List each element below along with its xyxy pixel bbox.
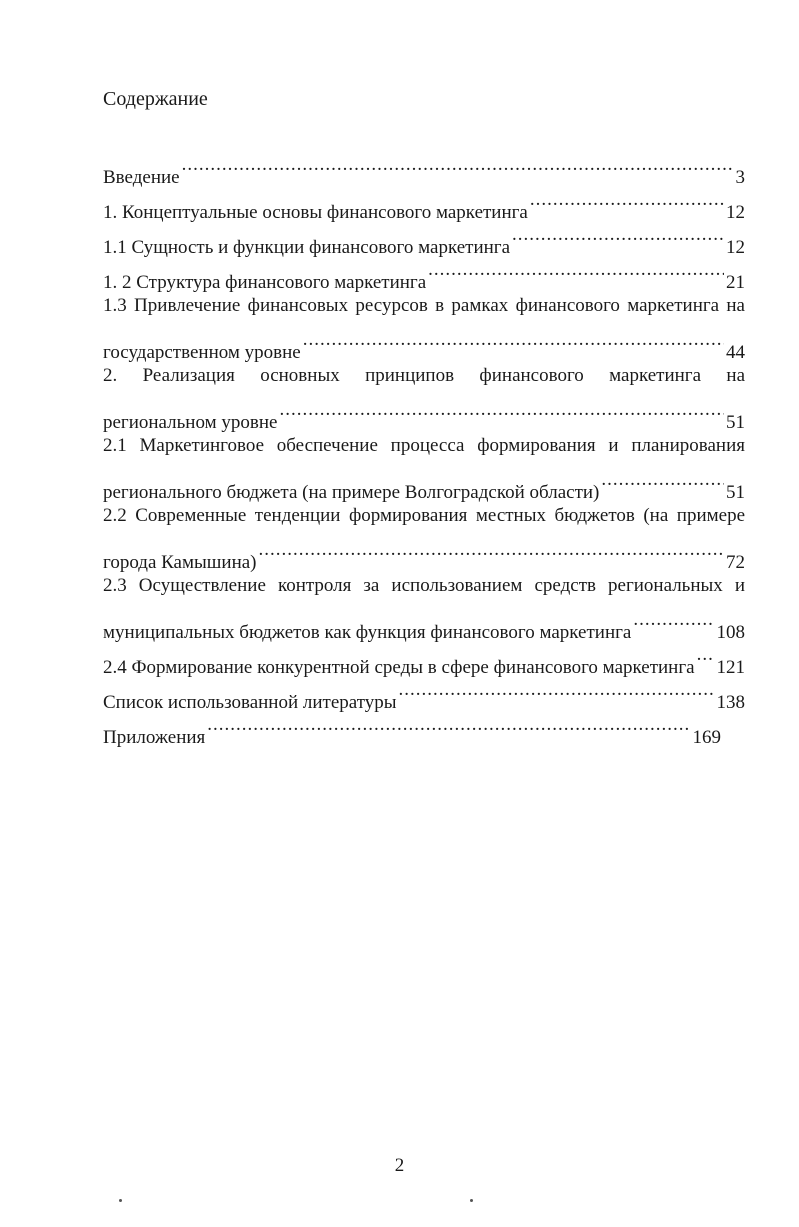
toc-entry-title: 1. Концептуальные основы финансового маркетинга (103, 202, 528, 223)
toc-entry-title: регионального бюджета (на примере Волгоградской области) (103, 482, 600, 503)
page-number: 2 (394, 1155, 405, 1176)
dot-leader (697, 638, 715, 673)
dot-leader (601, 463, 724, 498)
toc-entry-title: 1. 2 Структура финансового маркетинга (103, 272, 427, 293)
toc-entry-1-3 (103, 323, 745, 363)
dot-leader (530, 183, 724, 218)
toc-entry-2-2-line1: 2.2 Современные тенденции формирования местных бюджетов (на примере (103, 505, 745, 526)
dot-leader (279, 393, 724, 428)
toc-entry-title: города Камышина) (103, 552, 257, 573)
toc-entry-page: 108 (716, 622, 745, 643)
toc-entry-page: 3 (735, 167, 745, 188)
dot-leader (207, 708, 690, 743)
toc-entry-page: 12 (726, 202, 745, 223)
toc-entry-intro (103, 148, 745, 188)
toc-entry-page: 72 (726, 552, 745, 573)
toc-entry-page: 21 (726, 272, 745, 293)
dot-leader (428, 253, 724, 288)
toc-entry-1 (103, 183, 745, 223)
toc-entry-page: 138 (716, 692, 745, 713)
toc-entry-page: 12 (726, 237, 745, 258)
toc-entry-2-3 (103, 603, 745, 643)
toc-entry-title: 1.1 Сущность и функции финансового маркетинга (103, 237, 511, 258)
toc-entry-title: Приложения (103, 727, 206, 748)
dot-leader (259, 533, 725, 568)
toc-entry-title: муниципальных бюджетов как функция финансового маркетинга (103, 622, 632, 643)
toc-entry-2-1-line1: 2.1 Маркетинговое обеспечение процесса формирования и планирования (103, 435, 745, 456)
toc-entry-title: Список использованной литературы (103, 692, 397, 713)
toc-entry-page: 44 (726, 342, 745, 363)
dot-leader (399, 673, 715, 708)
toc-heading: Содержание (103, 88, 208, 110)
toc-entry-page: 121 (716, 657, 745, 678)
dot-leader (633, 603, 714, 638)
toc-entry-page: 169 (692, 727, 721, 748)
toc-entry-1-3-line1: 1.3 Привлечение финансовых ресурсов в рамках финансового маркетинга на (103, 295, 745, 316)
toc-entry-2-1 (103, 463, 745, 503)
scan-speck (119, 1199, 122, 1202)
toc-entry-page: 51 (726, 412, 745, 433)
toc-entry-title: государственном уровне (103, 342, 301, 363)
table-of-contents (103, 148, 745, 748)
toc-entry-title: Введение (103, 167, 180, 188)
toc-entry-title: региональном уровне (103, 412, 278, 433)
toc-entry-2 (103, 393, 745, 433)
toc-entry-title: 2.4 Формирование конкурентной среды в сфере финансового маркетинга (103, 657, 695, 678)
dot-leader (182, 148, 734, 183)
toc-entry-2-3-line1: 2.3 Осуществление контроля за использованием средств региональных и (103, 575, 745, 596)
scan-speck (470, 1199, 473, 1202)
toc-entry-2-2 (103, 533, 745, 573)
dot-leader (512, 218, 724, 253)
toc-entry-2-line1: 2. Реализация основных принципов финансового маркетинга на (103, 365, 745, 386)
dot-leader (303, 323, 724, 358)
toc-entry-page: 51 (726, 482, 745, 503)
